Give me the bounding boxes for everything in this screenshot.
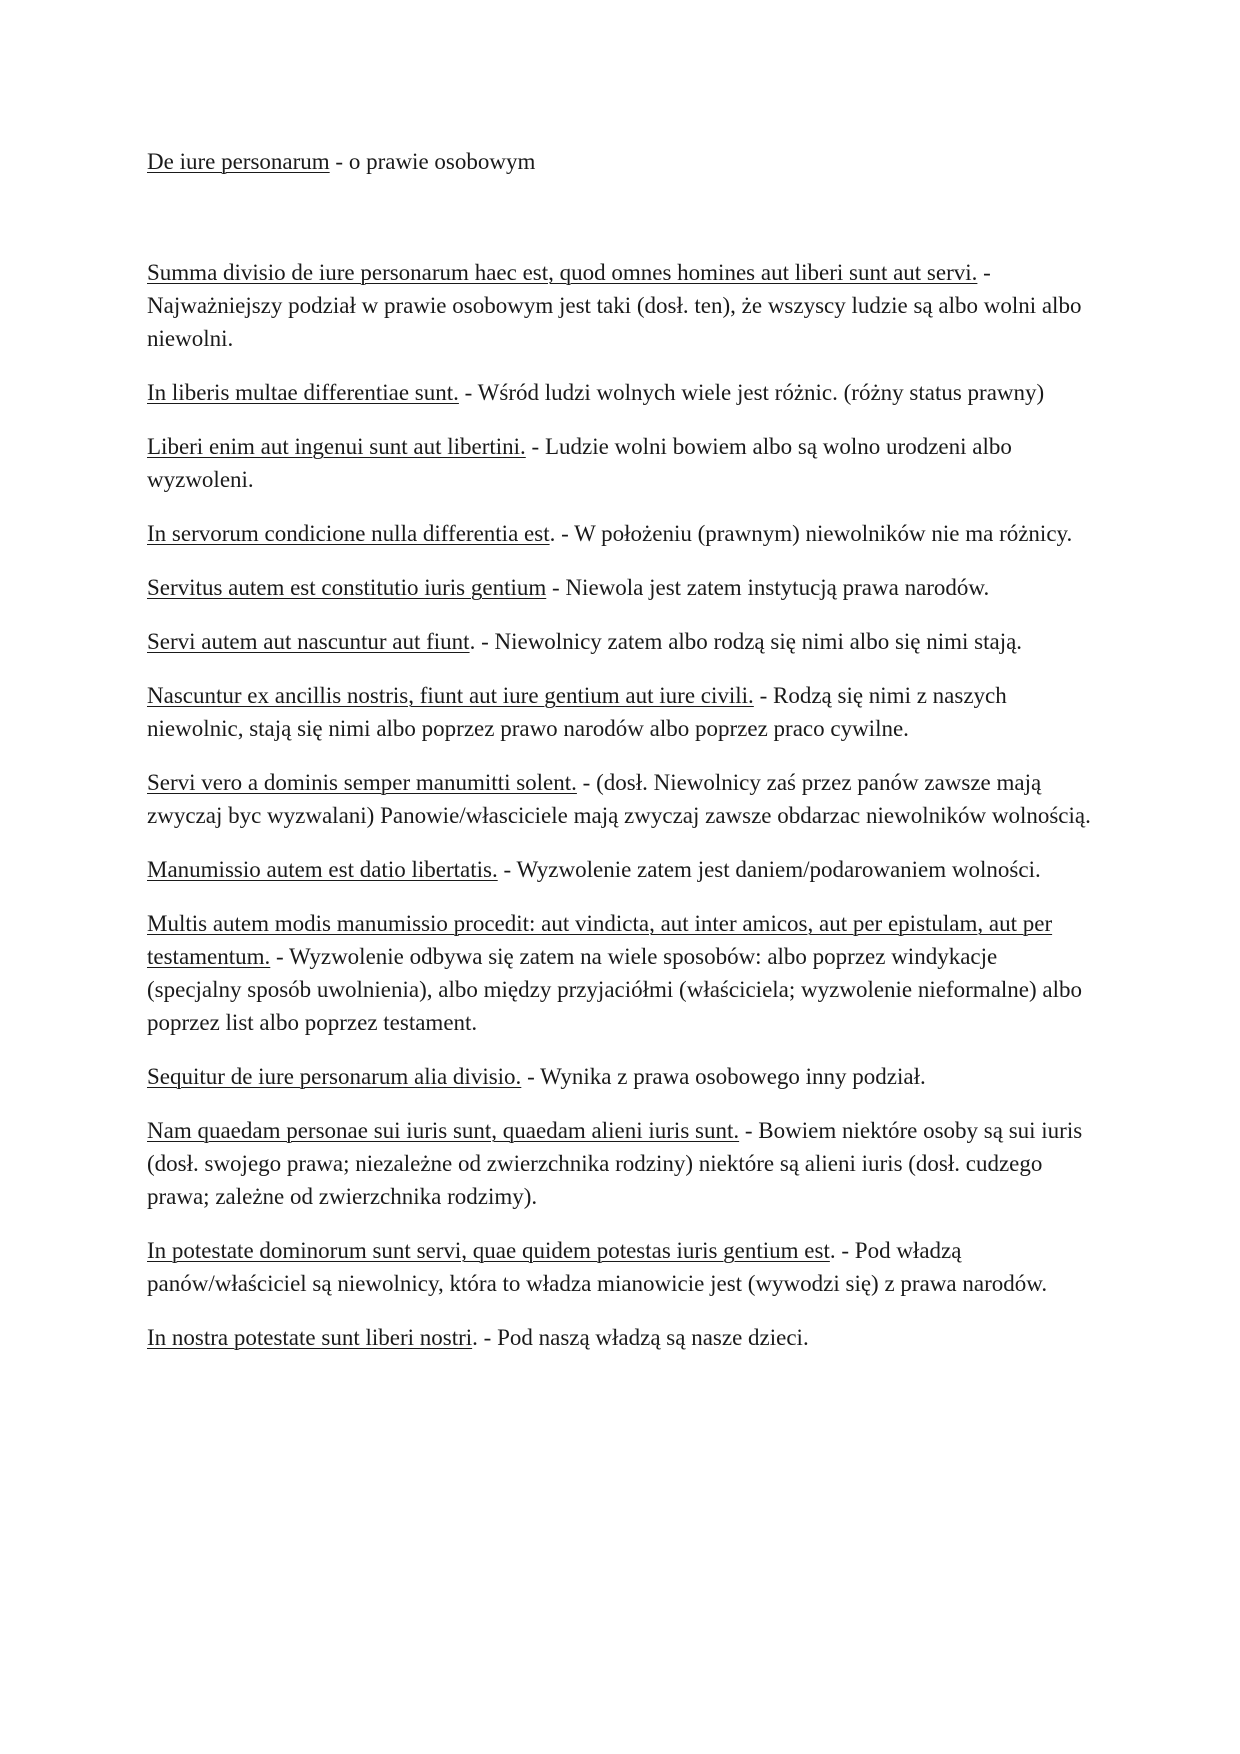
paragraph <box>147 1321 1097 1354</box>
paragraph <box>147 517 1097 550</box>
latin-sentence: Nascuntur ex ancillis nostris, fiunt aut iure gentium aut iure civili. <box>147 683 754 708</box>
separator: - <box>525 434 545 459</box>
paragraph <box>147 571 1097 604</box>
paragraph <box>147 256 1097 355</box>
polish-translation: Wyzwolenie odbywa się zatem na wiele sposobów: albo poprzez windykacje (specjalny sposób uwolnienia), albo między przyjaciółmi (właściciela; wyzwolenie nieformalne) albo poprzez list albo poprzez testament. <box>147 944 1083 1035</box>
document-body <box>147 256 1097 1375</box>
separator: . - <box>549 521 575 546</box>
latin-sentence: In servorum condicione nulla differentia est <box>147 521 550 546</box>
latin-sentence: Nam quaedam personae sui iuris sunt, quaedam alieni iuris sunt. <box>147 1118 740 1143</box>
separator: - <box>977 260 991 285</box>
paragraph <box>147 376 1097 409</box>
separator: - <box>753 683 773 708</box>
latin-sentence: Servi autem aut nascuntur aut fiunt <box>147 629 470 654</box>
separator: - <box>497 857 517 882</box>
latin-sentence: Multis autem modis manumissio procedit: aut vindicta, aut inter amicos, aut per epistulam, aut per testamentum. <box>147 911 1053 969</box>
paragraph <box>147 766 1097 832</box>
latin-sentence: Servi vero a dominis semper manumitti solent. <box>147 770 577 795</box>
polish-translation: Ludzie wolni bowiem albo są wolno urodzeni albo wyzwoleni. <box>147 434 1012 492</box>
title-latin: De iure personarum <box>147 149 330 174</box>
paragraph <box>147 1234 1097 1300</box>
latin-sentence: In potestate dominorum sunt servi, quae quidem potestas iuris gentium est <box>147 1238 830 1263</box>
polish-translation: Wyzwolenie zatem jest daniem/podarowaniem wolności. <box>516 857 1041 882</box>
polish-translation: Pod naszą władzą są nasze dzieci. <box>497 1325 809 1350</box>
polish-translation: W położeniu (prawnym) niewolników nie ma różnicy. <box>574 521 1073 546</box>
separator: . - <box>472 1325 498 1350</box>
polish-translation: (dosł. Niewolnicy zaś przez panów zawsze mają zwyczaj byc wyzwalani) Panowie/własciciele mają zwyczaj zawsze obdarzac niewolników wolnością. <box>147 770 1091 828</box>
latin-sentence: In nostra potestate sunt liberi nostri <box>147 1325 473 1350</box>
polish-translation: Niewolnicy zatem albo rodzą się nimi albo się nimi stają. <box>494 629 1023 654</box>
latin-sentence: Servitus autem est constitutio iuris gentium <box>147 575 547 600</box>
separator: - <box>521 1064 541 1089</box>
paragraph <box>147 907 1097 1039</box>
polish-translation: Wśród ludzi wolnych wiele jest różnic. (różny status prawny) <box>477 380 1045 405</box>
separator: - <box>576 770 597 795</box>
separator: - <box>458 380 478 405</box>
title-polish: o prawie osobowym <box>348 149 536 174</box>
paragraph <box>147 430 1097 496</box>
separator: - <box>270 944 290 969</box>
separator: - <box>739 1118 759 1143</box>
polish-translation: Najważniejszy podział w prawie osobowym jest taki (dosł. ten), że wszyscy ludzie są albo wolni albo niewolni. <box>147 293 1082 351</box>
paragraph <box>147 1060 1097 1093</box>
latin-sentence: Summa divisio de iure personarum haec est, quod omnes homines aut liberi sunt aut servi. <box>147 260 978 285</box>
latin-sentence: Manumissio autem est datio libertatis. <box>147 857 498 882</box>
separator: - <box>546 575 566 600</box>
document-title <box>147 146 535 178</box>
polish-translation: Niewola jest zatem instytucją prawa narodów. <box>565 575 990 600</box>
paragraph <box>147 679 1097 745</box>
paragraph <box>147 1114 1097 1213</box>
title-separator: - <box>329 149 349 174</box>
latin-sentence: Sequitur de iure personarum alia divisio. <box>147 1064 522 1089</box>
polish-translation: Bowiem niektóre osoby są sui iuris (dosł. swojego prawa; niezależne od zwierzchnika rodziny) niektóre są alieni iuris (dosł. cudzego prawa; zależne od zwierzchnika rodzimy). <box>147 1118 1083 1209</box>
polish-translation: Pod władzą panów/właściciel są niewolnicy, która to władza mianowicie jest (wywodzi się) z prawa narodów. <box>147 1238 1048 1296</box>
paragraph <box>147 853 1097 886</box>
latin-sentence: In liberis multae differentiae sunt. <box>147 380 459 405</box>
separator: . - <box>829 1238 855 1263</box>
paragraph <box>147 625 1097 658</box>
latin-sentence: Liberi enim aut ingenui sunt aut libertini. <box>147 434 526 459</box>
separator: . - <box>469 629 495 654</box>
polish-translation: Wynika z prawa osobowego inny podział. <box>540 1064 926 1089</box>
polish-translation: Rodzą się nimi z naszych niewolnic, stają się nimi albo poprzez prawo narodów albo poprzez praco cywilne. <box>147 683 1007 741</box>
